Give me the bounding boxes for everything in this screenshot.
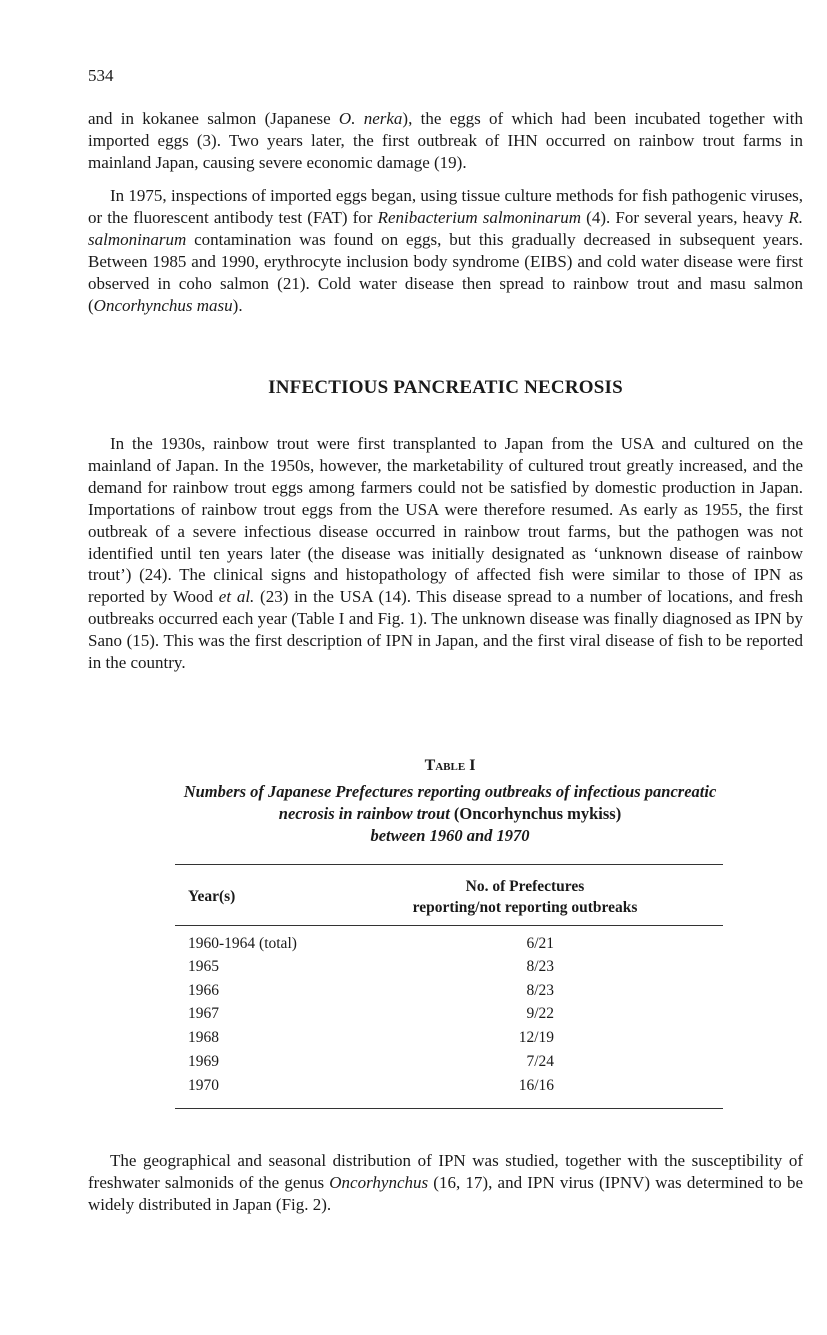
- table-row: [188, 935, 668, 958]
- species-name: R. salmoninarum: [88, 207, 803, 249]
- cell-value: 12/19: [518, 1029, 554, 1046]
- table-row: [188, 958, 668, 981]
- text-run: and in kokanee salmon (Japanese: [88, 109, 339, 128]
- species-name: Oncorhynchus masu: [93, 295, 233, 315]
- cell-value: 6/21: [526, 935, 554, 952]
- page-number: 534: [88, 66, 114, 85]
- paragraph-ipn-history: [88, 433, 803, 674]
- table-caption: [160, 781, 740, 847]
- table-row: [188, 1053, 668, 1076]
- caption-species: (Oncorhynchus mykiss): [449, 804, 622, 823]
- table-row: [188, 982, 668, 1005]
- text-run: In 1975, inspections of imported eggs began, using tissue culture methods for fish pathogenic viruses, or the fluorescent antibody test (FAT) for: [88, 186, 803, 227]
- table-bottom-rule: [175, 1108, 723, 1109]
- table-row: [188, 1029, 668, 1052]
- table-label: Table I: [424, 757, 476, 774]
- text-run: In the 1930s, rainbow trout were first transplanted to Japan from the USA and cultured on the mainland of Japan. In the 1950s, however, the marketability of cultured trout greatly increased, and the demand for rainbow trout eggs among farmers could not be satisfied by domestic production in Japan. Importations of rainbow trout eggs from the USA were therefore resumed. As early as 1955, the first outbreak of a severe infectious disease occurred in rainbow trout farms, but the pathogen was not identified until ten years later (the disease was initially designated as ‘unknown disease of rainbow trout’) (24). The clinical signs and histopathology of affected fish were similar to those of IPN as reported by Wood: [88, 434, 803, 607]
- cell-value: 9/22: [526, 1005, 554, 1022]
- text-run: contamination was found on eggs, but this gradually decreased in subsequent years. Between 1985 and 1990, erythrocyte inclusion body syndrome (EIBS) and cold water disease were first observed in coho salmon (21). Cold water disease then spread to rainbow trout and masu salmon (: [88, 229, 803, 315]
- table-header-year: Year(s): [188, 888, 236, 905]
- species-name: Renibacterium salmoninarum: [377, 207, 582, 227]
- table-header-rule: [175, 925, 723, 926]
- cell-year: 1968: [188, 1029, 219, 1046]
- text-run: The geographical and seasonal distribution of IPN was studied, together with the susceptibility of freshwater salmonids of the genus: [88, 1151, 803, 1192]
- cell-value: 8/23: [526, 958, 554, 975]
- cell-year: 1967: [188, 1005, 219, 1022]
- text-run: ), the eggs of which had been incubated together with imported eggs (3). Two years later, the first outbreak of IHN occurred on rainbow trout farms in mainland Japan, causing severe economic damage (19).: [88, 109, 803, 172]
- header-line: reporting/not reporting outbreaks: [412, 899, 638, 916]
- paragraph-ihn-outbreak: [88, 108, 803, 174]
- table-row: [188, 1077, 668, 1100]
- table-header-prefectures: [380, 876, 670, 918]
- cell-year: 1966: [188, 982, 219, 999]
- text-run: ).: [232, 295, 243, 315]
- cell-value: 7/24: [526, 1053, 554, 1070]
- table-top-rule: [175, 864, 723, 865]
- cell-value: 16/16: [518, 1077, 554, 1094]
- cell-value: 8/23: [526, 982, 554, 999]
- species-name: O. nerka: [338, 109, 403, 128]
- section-heading: INFECTIOUS PANCREATIC NECROSIS: [268, 377, 623, 398]
- cell-year: 1965: [188, 958, 219, 975]
- cell-year: 1960-1964 (total): [188, 935, 297, 952]
- cell-year: 1969: [188, 1053, 219, 1070]
- text-run: (16, 17), and IPN virus (IPNV) was determined to be widely distributed in Japan (Fig. 2).: [88, 1172, 803, 1214]
- text-run: (23) in the USA (14). This disease spread to a number of locations, and fresh outbreaks occurred each year (Table I and Fig. 1). The unknown disease was finally diagnosed as IPN by Sano (15). This was the first description of IPN in Japan, and the first viral disease of fish to be reported in the country.: [88, 587, 803, 673]
- citation-etal: et al.: [218, 587, 255, 607]
- cell-year: 1970: [188, 1077, 219, 1094]
- species-name: Oncorhynchus: [329, 1172, 429, 1192]
- header-line: No. of Prefectures: [465, 878, 585, 895]
- table-row: [188, 1005, 668, 1028]
- paragraph-egg-inspections: [88, 185, 803, 316]
- text-run: (4). For several years, heavy: [581, 207, 789, 227]
- caption-text: between 1960 and 1970: [370, 826, 530, 845]
- caption-text: Numbers of Japanese Prefectures reporting outbreaks of infectious pancreatic necrosis in rainbow trout: [183, 782, 717, 823]
- paragraph-ipn-distribution: [88, 1150, 803, 1216]
